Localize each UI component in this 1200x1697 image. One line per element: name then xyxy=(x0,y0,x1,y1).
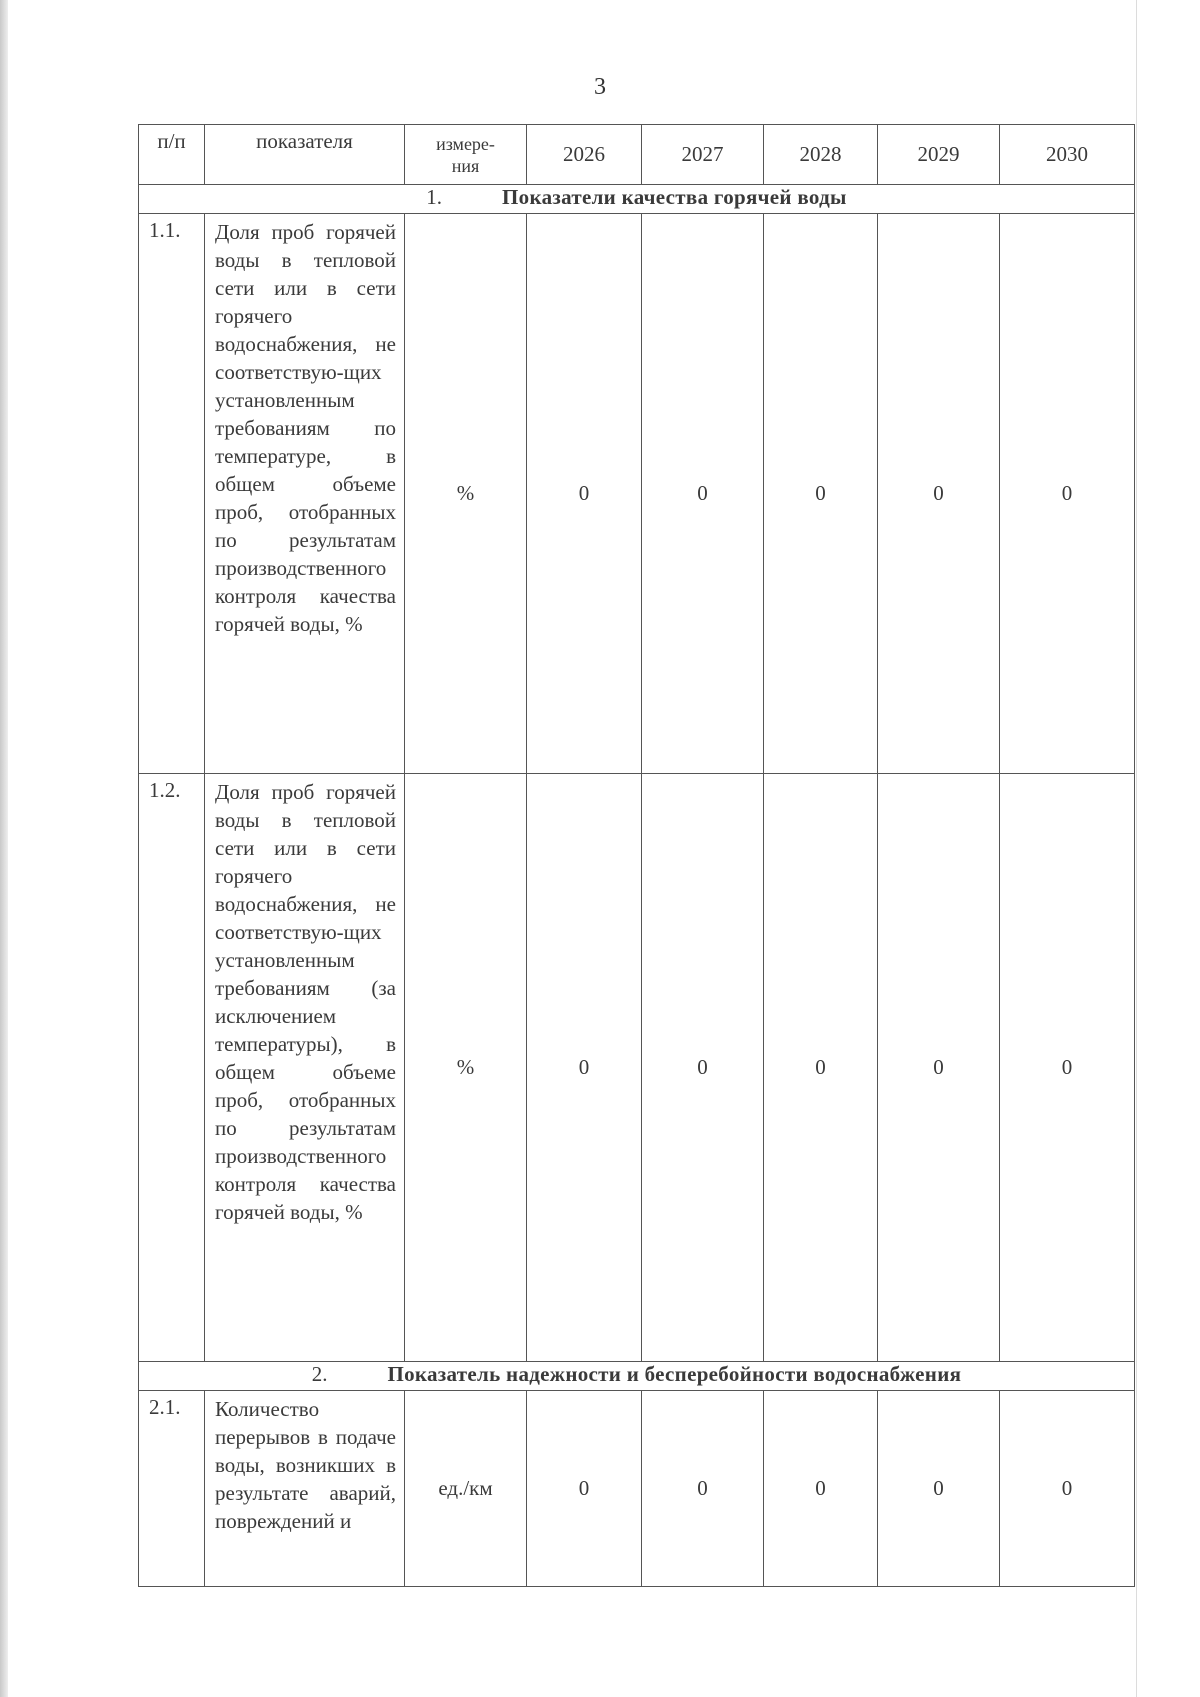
row-number: 1.1. xyxy=(139,214,205,774)
header-col-name: показателя xyxy=(205,125,405,185)
indicators-table xyxy=(138,124,1135,1587)
value-2027: 0 xyxy=(642,774,764,1362)
indicator-name: Доля проб горячей воды в тепловой сети или в сети горячего водоснабжения, не соответствую-щих установленным требованиям по температуре, в общем объеме проб, отобранных по результатам производственного контроля качества горячей воды, % xyxy=(205,214,405,774)
section-title: Показатели качества горячей воды xyxy=(502,185,847,209)
value-2030: 0 xyxy=(1000,1391,1135,1587)
header-year-2027: 2027 xyxy=(642,125,764,185)
value-2028: 0 xyxy=(764,1391,878,1587)
value-2028: 0 xyxy=(764,214,878,774)
row-number: 1.2. xyxy=(139,774,205,1362)
header-year-2029: 2029 xyxy=(878,125,1000,185)
table-row xyxy=(139,214,1135,774)
indicator-name: Доля проб горячей воды в тепловой сети или в сети горячего водоснабжения, не соответствую-щих установленным требованиям (за исключением температуры), в общем объеме проб, отобранных по результатам производственного контроля качества горячей воды, % xyxy=(205,774,405,1362)
header-year-2026: 2026 xyxy=(527,125,642,185)
section-title: Показатель надежности и бесперебойности водоснабжения xyxy=(387,1362,962,1386)
value-2026: 0 xyxy=(527,1391,642,1587)
header-year-2028: 2028 xyxy=(764,125,878,185)
value-2027: 0 xyxy=(642,1391,764,1587)
unit-cell: ед./км xyxy=(405,1391,527,1587)
unit-cell: % xyxy=(405,214,527,774)
scan-right-edge xyxy=(1136,0,1137,1697)
header-col-no: п/п xyxy=(139,125,205,185)
value-2029: 0 xyxy=(878,1391,1000,1587)
value-2028: 0 xyxy=(764,774,878,1362)
value-2030: 0 xyxy=(1000,214,1135,774)
value-2027: 0 xyxy=(642,214,764,774)
table-header-row xyxy=(139,125,1135,185)
unit-cell: % xyxy=(405,774,527,1362)
header-year-2030: 2030 xyxy=(1000,125,1135,185)
header-col-unit: измере- ния xyxy=(405,125,527,185)
section-number: 2. xyxy=(311,1362,328,1386)
value-2029: 0 xyxy=(878,774,1000,1362)
section-header-2 xyxy=(139,1362,1135,1391)
value-2030: 0 xyxy=(1000,774,1135,1362)
row-number: 2.1. xyxy=(139,1391,205,1587)
section-number: 1. xyxy=(426,185,443,209)
page-number: 3 xyxy=(594,74,606,100)
value-2029: 0 xyxy=(878,214,1000,774)
section-header-1 xyxy=(139,185,1135,214)
value-2026: 0 xyxy=(527,774,642,1362)
value-2026: 0 xyxy=(527,214,642,774)
table-row xyxy=(139,774,1135,1362)
scan-left-edge xyxy=(0,0,8,1697)
indicator-name: Количество перерывов в подаче воды, возникших в результате аварий, повреждений и xyxy=(205,1391,405,1587)
table-row xyxy=(139,1391,1135,1587)
